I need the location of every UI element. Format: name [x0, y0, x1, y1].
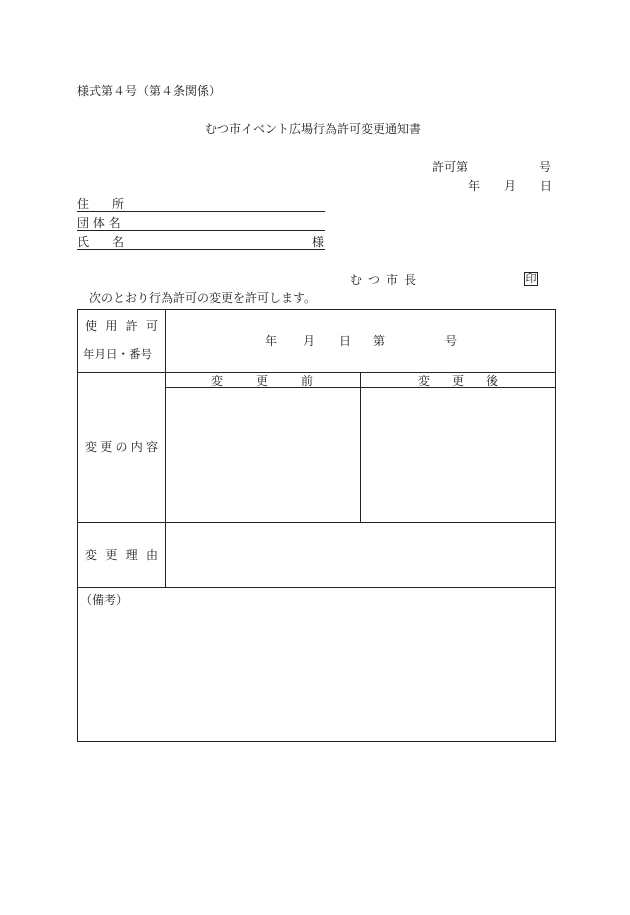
- permit-number-suffix: 号: [539, 160, 552, 174]
- issuer-char: む: [350, 273, 363, 287]
- honorific: 様: [312, 235, 325, 249]
- label-char: 用: [105, 319, 118, 333]
- header-char: 更: [255, 374, 268, 388]
- name-label: [77, 236, 124, 248]
- content-label: [85, 441, 158, 453]
- issuer-char: つ: [367, 273, 380, 287]
- label-char: 変: [85, 548, 98, 562]
- permit-label-line2: 年月日・番号: [83, 347, 152, 361]
- label-char: 使: [85, 319, 98, 333]
- label-char: 変: [85, 440, 98, 454]
- label-char: 由: [145, 548, 158, 562]
- permit-value-no-suffix: 号: [445, 334, 458, 348]
- date-year: 年: [468, 179, 481, 193]
- issuer-char: 長: [403, 273, 416, 287]
- row-divider: [78, 522, 555, 523]
- row-divider: [78, 587, 555, 588]
- name-underline: [77, 249, 325, 250]
- before-after-divider: [360, 372, 361, 522]
- label-char: 内: [130, 440, 143, 454]
- label-char: 可: [145, 319, 158, 333]
- label-column-divider: [165, 310, 166, 587]
- address-label-char: 所: [111, 197, 124, 211]
- issuer-mayor: [350, 274, 416, 286]
- row-divider: [78, 372, 555, 373]
- remarks-label: （備考）: [80, 593, 129, 607]
- permit-number-prefix: 許可第: [432, 160, 469, 174]
- form-number: 様式第４号（第４条関係）: [77, 84, 222, 98]
- address-underline: [77, 211, 325, 212]
- form-table: [77, 309, 556, 742]
- header-char: 変: [211, 374, 224, 388]
- reason-label: [85, 549, 158, 561]
- header-char: 前: [300, 374, 313, 388]
- after-header: [418, 375, 498, 387]
- group-name-label: 団 体 名: [77, 216, 121, 230]
- date-day: 日: [540, 179, 553, 193]
- label-char: 許: [125, 319, 138, 333]
- label-char: 更: [100, 440, 113, 454]
- label-char: の: [115, 440, 128, 454]
- date-month: 月: [504, 179, 517, 193]
- name-label-char: 名: [111, 235, 124, 249]
- label-char: 容: [145, 440, 158, 454]
- name-label-char: 氏: [77, 235, 90, 249]
- label-char: 更: [105, 548, 118, 562]
- issuer-char: 市: [385, 273, 398, 287]
- label-char: 理: [125, 548, 138, 562]
- permit-value-day: 日: [339, 334, 352, 348]
- group-underline: [77, 230, 325, 231]
- header-char: 変: [418, 374, 431, 388]
- permit-value-year: 年: [265, 334, 278, 348]
- document-title: むつ市イベント広場行為許可変更通知書: [205, 122, 422, 136]
- permit-value-month: 月: [303, 334, 316, 348]
- permit-label-line1: [85, 320, 158, 332]
- address-label: [77, 198, 124, 210]
- seal-stamp: 印: [525, 272, 537, 285]
- permit-value-no-prefix: 第: [373, 334, 386, 348]
- header-char: 後: [485, 374, 498, 388]
- intro-text: 次のとおり行為許可の変更を許可します。: [89, 291, 317, 305]
- header-char: 更: [451, 374, 464, 388]
- address-label-char: 住: [77, 197, 90, 211]
- before-header: [211, 375, 313, 387]
